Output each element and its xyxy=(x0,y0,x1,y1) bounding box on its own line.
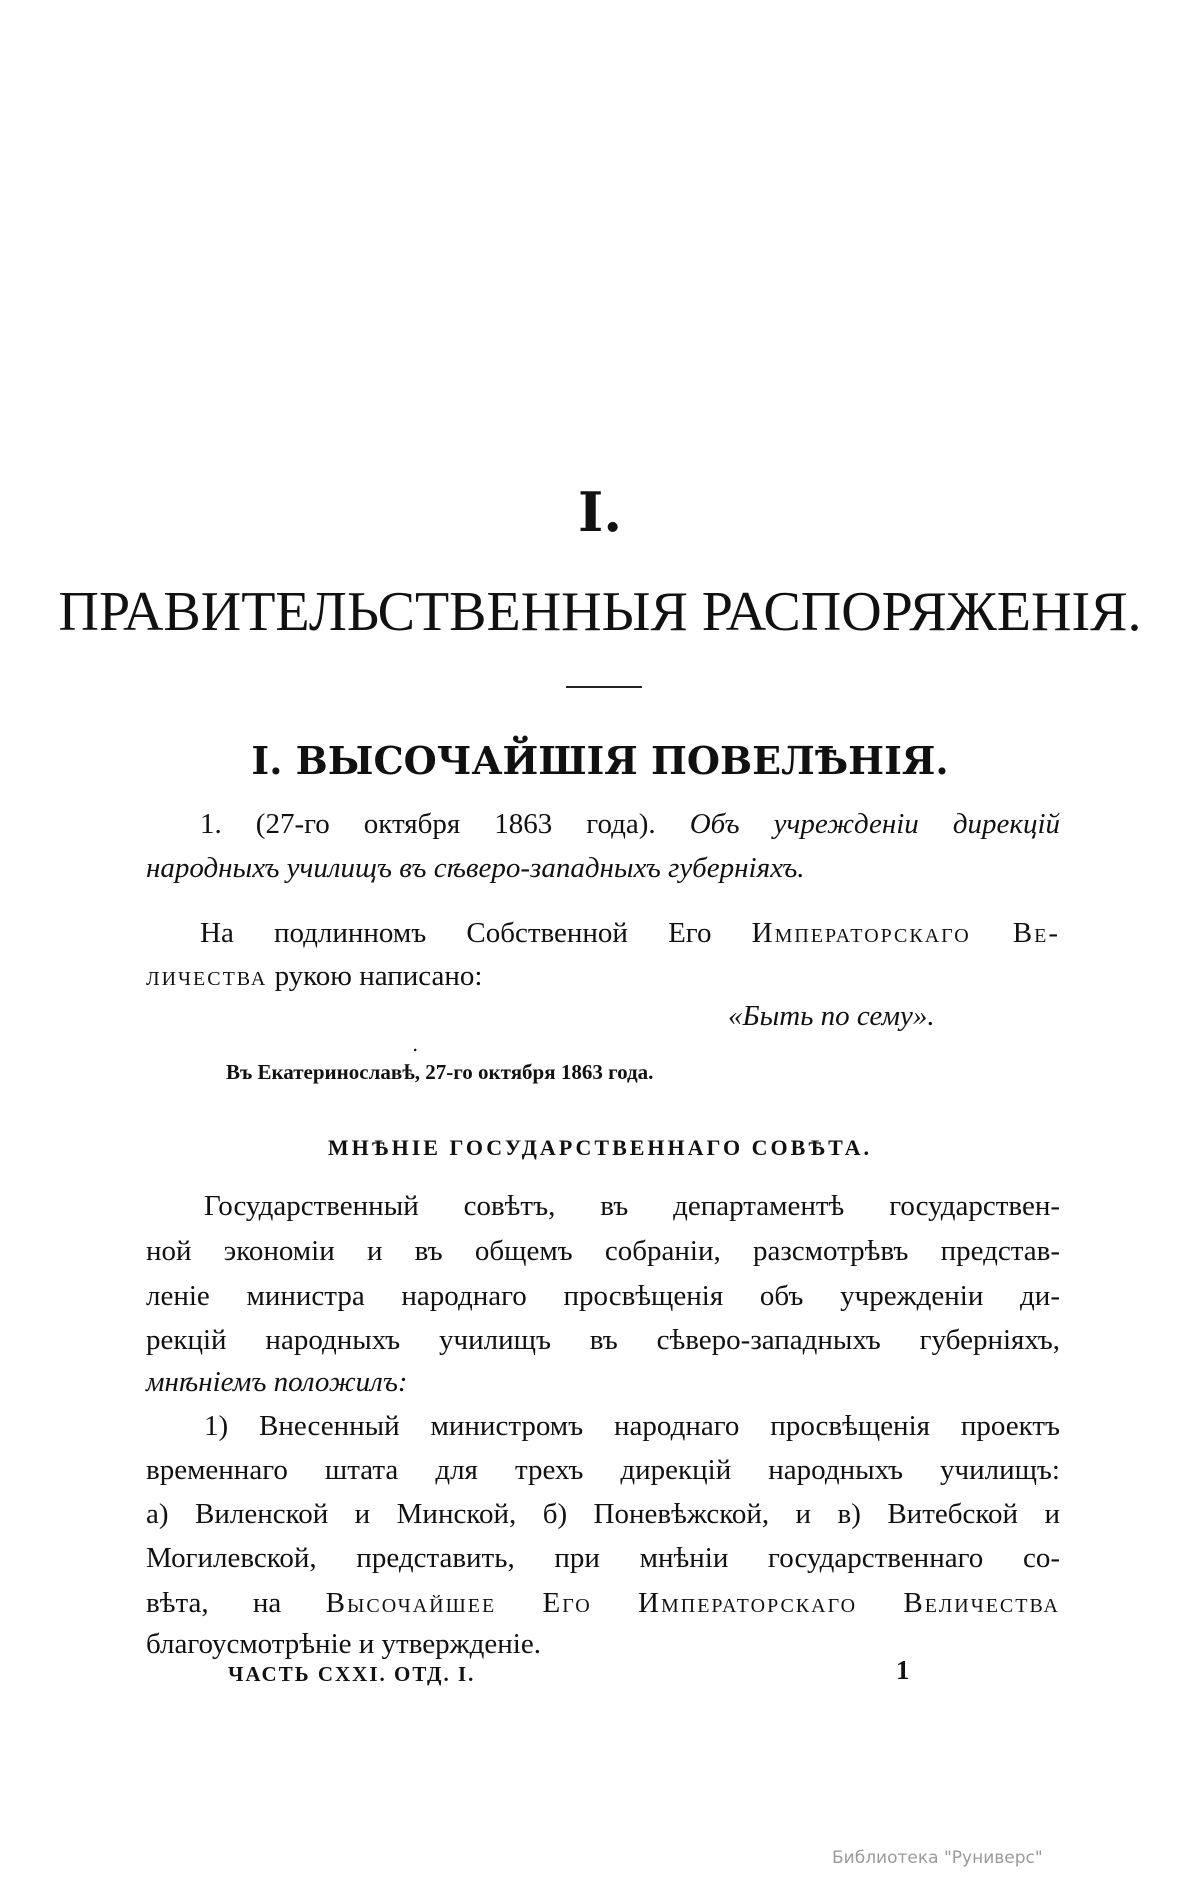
body-line: благоусмотрѣніе и утвержденіе. xyxy=(146,1628,541,1660)
body-line: временнаго штата для трехъ дирекцій народныхъ училищъ: xyxy=(146,1454,1060,1486)
body-line: рекцій народныхъ училищъ въ сѣверо-западныхъ губерніяхъ, xyxy=(146,1324,1060,1356)
title-divider xyxy=(566,686,642,688)
original-note-text: На подлинномъ Собственной Его xyxy=(200,917,752,949)
body-smallcaps: Высочайшее Его Императорскаго Величества xyxy=(325,1587,1060,1619)
body-line: Государственный совѣтъ, въ департаментѣ государствен- xyxy=(204,1190,1060,1222)
original-note-text-2: рукою написано: xyxy=(267,960,483,992)
item-date: 1. (27-го октября 1863 года). xyxy=(200,808,656,840)
place-date: Въ Екатеринославѣ, 27-го октября 1863 года. xyxy=(226,1060,654,1084)
item-title-part-1: Объ учрежденіи дирекцій xyxy=(689,808,1060,840)
body-line: 1) Внесенный министромъ народнаго просвѣщенія проектъ xyxy=(204,1410,1060,1442)
chapter-title: ПРАВИТЕЛЬСТВЕННЫЯ РАСПОРЯЖЕНІЯ. xyxy=(58,581,1142,643)
print-speck: . xyxy=(412,1032,419,1056)
original-note-line-2 xyxy=(146,960,482,993)
opinion-heading: МНѢНІЕ ГОСУДАРСТВЕННАГО СОВѢТА. xyxy=(327,1135,873,1160)
section-heading: I. ВЫСОЧАЙШІЯ ПОВЕЛѢНІЯ. xyxy=(251,738,949,783)
body-line-italic: мнѣніемъ положилъ: xyxy=(146,1366,408,1398)
original-note-smallcaps: Императорскаго Ве- xyxy=(751,917,1061,949)
chapter-numeral: I. xyxy=(577,480,623,544)
body-text: вѣта, на xyxy=(146,1587,326,1619)
imperial-resolution: «Быть по сему». xyxy=(728,1000,935,1032)
original-note-smallcaps-2: личества xyxy=(146,960,268,992)
body-line: Могилевской, представить, при мнѣніи государственнаго со- xyxy=(146,1542,1060,1574)
body-line-mixed xyxy=(146,1587,1060,1620)
page-number: 1 xyxy=(896,1655,910,1685)
body-line: леніе министра народнаго просвѣщенія объ учрежденіи ди- xyxy=(146,1280,1060,1312)
body-line: ной экономіи и въ общемъ собраніи, разсмотрѣвъ представ- xyxy=(146,1235,1060,1267)
item-heading-line-1 xyxy=(200,808,1060,841)
body-line: а) Виленской и Минской, б) Поневѣжской, и в) Витебской и xyxy=(146,1498,1060,1530)
signature-mark: ЧАСТЬ CXXI. ОТД. I. xyxy=(228,1662,476,1686)
library-watermark: Библиотека "Руниверс" xyxy=(832,1848,1043,1868)
item-title-part-2: народныхъ училищъ въ сѣверо-западныхъ губерніяхъ. xyxy=(146,852,805,884)
original-note-line-1 xyxy=(200,917,1060,950)
